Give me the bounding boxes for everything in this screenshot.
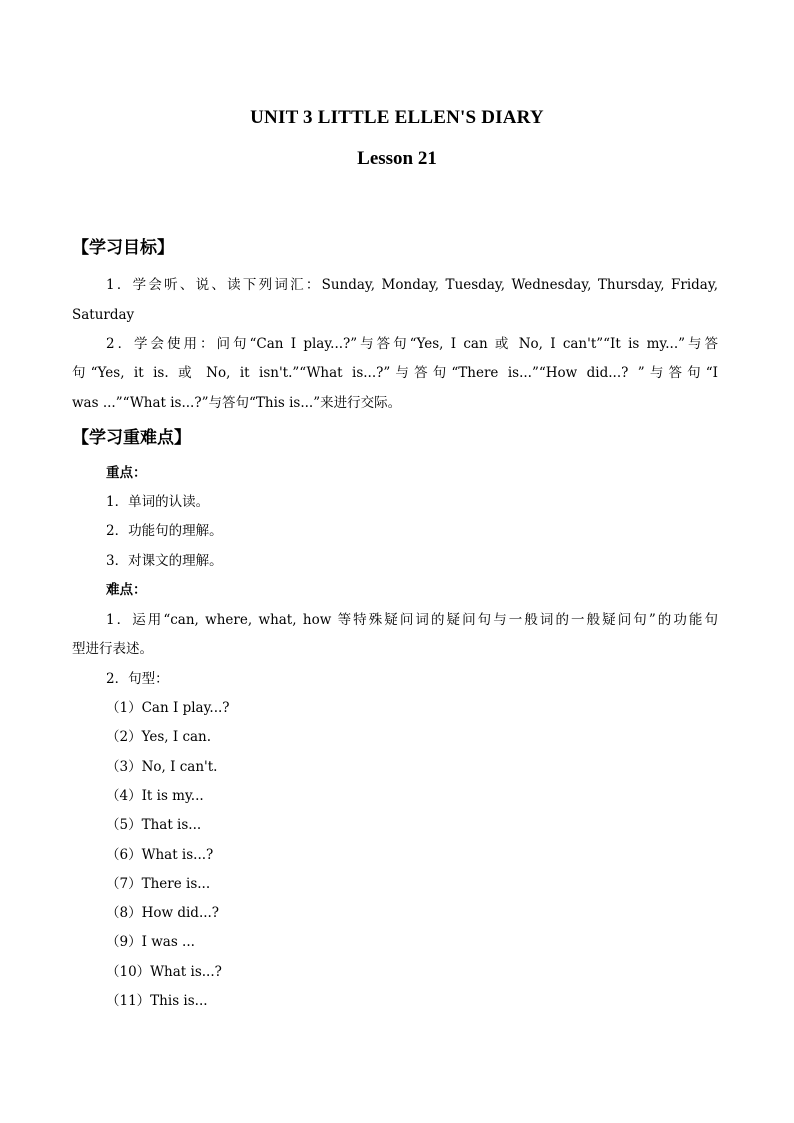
objective-2-line-3: was ...”“What is...?”与答句“This is...”来进行交际。 <box>72 395 402 411</box>
pattern-item: （1）Can I play...? <box>106 700 230 716</box>
difficulty-1-line-1: 1．运用“can, where, what, how 等特殊疑问词的疑问句与一般词的一般疑问句”的功能句 <box>106 612 718 628</box>
pattern-item: （4）It is my... <box>106 788 204 804</box>
pattern-item: （2）Yes, I can. <box>106 729 212 745</box>
difficulty-2: 2．句型： <box>106 671 169 687</box>
objective-2-line-2: 句“Yes, it is. 或 No, it isn't.”“What is...?”与答句“There is...”“How did...? ”与答句“I <box>72 365 718 381</box>
objective-1-line-1: 1．学会听、说、读下列词汇：Sunday, Monday, Tuesday, Wednesday, Thursday, Friday, <box>106 277 718 293</box>
pattern-item: （8）How did...? <box>106 905 220 921</box>
focus-item: 3．对课文的理解。 <box>106 553 223 569</box>
pattern-item: （9）I was ... <box>106 934 195 950</box>
unit-title: UNIT 3 LITTLE ELLEN'S DIARY <box>250 107 544 128</box>
pattern-item: （11）This is... <box>106 993 208 1009</box>
focus-item: 2．功能句的理解。 <box>106 523 223 539</box>
key-points-heading: 【学习重难点】 <box>72 428 191 448</box>
pattern-item: （6）What is...? <box>106 847 214 863</box>
difficulty-1-line-2: 型进行表述。 <box>72 641 153 657</box>
difficulty-label: 难点： <box>106 582 147 598</box>
focus-label: 重点： <box>106 465 147 481</box>
pattern-item: （5）That is... <box>106 817 202 833</box>
pattern-item: （7）There is... <box>106 876 211 892</box>
objective-1-line-2: Saturday <box>72 307 135 323</box>
objective-2-line-1: 2．学会使用：问句“Can I play...?”与答句“Yes, I can 或 No, I can't”“It is my...”与答 <box>106 336 718 352</box>
objectives-heading: 【学习目标】 <box>72 238 174 258</box>
lesson-title: Lesson 21 <box>357 148 437 169</box>
focus-item: 1．单词的认读。 <box>106 494 210 510</box>
pattern-item: （10）What is...? <box>106 964 222 980</box>
pattern-item: （3）No, I can't. <box>106 759 218 775</box>
